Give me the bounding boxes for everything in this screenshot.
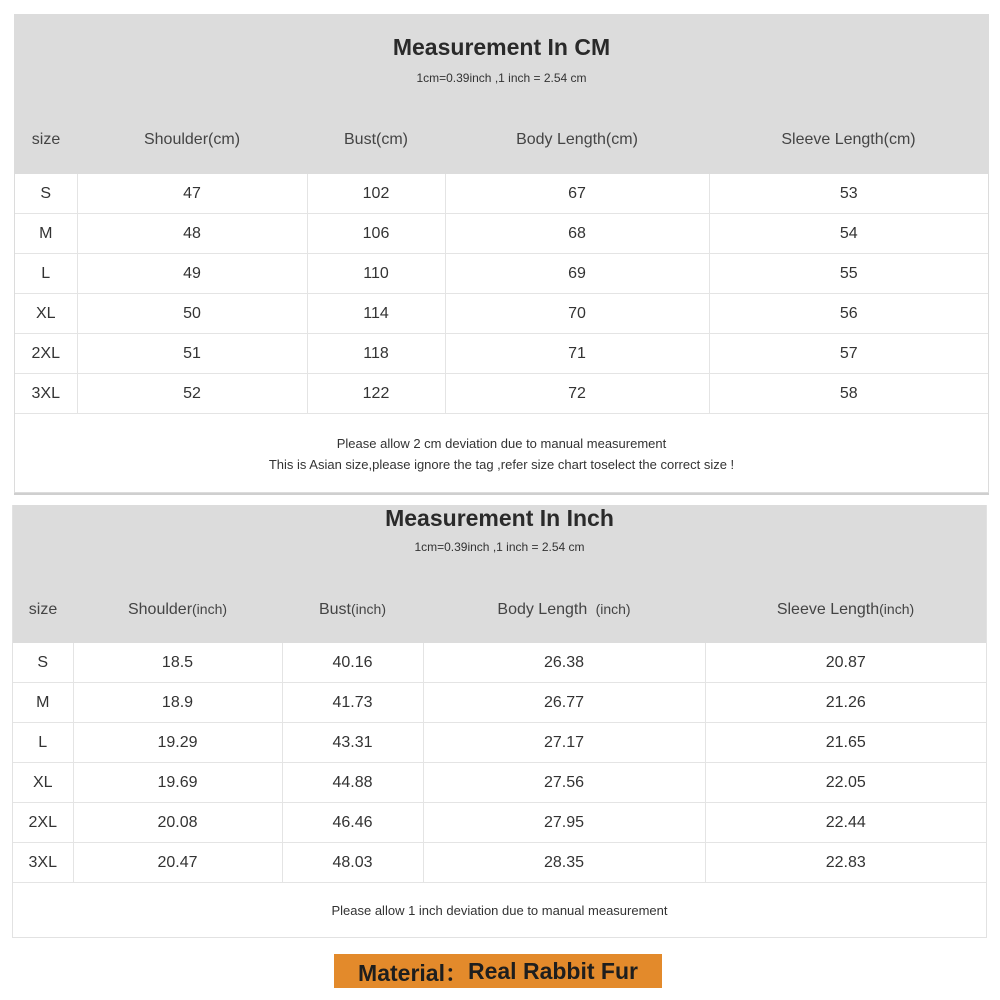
cm-size-table	[15, 174, 988, 414]
sleeve-length-cell: 20.87	[705, 643, 986, 683]
sleeve-length-cell: 53	[709, 174, 988, 214]
size-cell: 2XL	[13, 803, 73, 843]
header-label: Body Length	[497, 601, 592, 618]
column-header-sleeve-length	[705, 601, 986, 619]
table-row	[13, 643, 986, 683]
bust-cell: 44.88	[282, 763, 423, 803]
shoulder-cell: 51	[77, 334, 307, 374]
bust-cell: 48.03	[282, 843, 423, 883]
column-header-body-length: Body Length(cm)	[516, 131, 638, 148]
body-length-cell: 27.17	[423, 723, 705, 763]
table-row	[15, 214, 988, 254]
size-cell: S	[15, 174, 77, 214]
column-header-shoulder: Shoulder(cm)	[143, 131, 241, 148]
body-length-cell: 72	[445, 374, 709, 414]
table-row	[13, 803, 986, 843]
size-cell: 3XL	[13, 843, 73, 883]
shoulder-cell: 19.69	[73, 763, 282, 803]
header-label: Shoulder	[127, 601, 193, 618]
bust-cell: 43.31	[282, 723, 423, 763]
header-label: size	[28, 601, 58, 618]
shoulder-cell: 20.08	[73, 803, 282, 843]
sleeve-length-cell: 22.44	[705, 803, 986, 843]
body-length-cell: 26.77	[423, 683, 705, 723]
sleeve-length-cell: 22.83	[705, 843, 986, 883]
sleeve-length-cell: 21.65	[705, 723, 986, 763]
body-length-cell: 70	[445, 294, 709, 334]
asian-size-note: This is Asian size,please ignore the tag ,refer size chart toselect the correct size !	[268, 457, 735, 472]
column-header-size: size	[31, 131, 61, 148]
inch-chart-subtitle: 1cm=0.39inch ,1 inch = 2.54 cm	[414, 540, 585, 554]
inch-deviation-note: Please allow 1 inch deviation due to manual measurement	[331, 903, 668, 918]
cm-chart-header	[15, 14, 988, 174]
size-cell: L	[15, 254, 77, 294]
table-row	[15, 174, 988, 214]
table-row	[13, 843, 986, 883]
column-header-shoulder	[73, 601, 282, 619]
table-row	[15, 254, 988, 294]
table-row	[15, 334, 988, 374]
table-row	[13, 683, 986, 723]
size-cell: 2XL	[15, 334, 77, 374]
sleeve-length-cell: 58	[709, 374, 988, 414]
size-cell: S	[13, 643, 73, 683]
material-label: Material：	[358, 959, 468, 986]
header-unit: (inch)	[192, 601, 228, 617]
bust-cell: 102	[307, 174, 445, 214]
material-value: Real Rabbit Fur	[467, 957, 638, 984]
cm-deviation-note: Please allow 2 cm deviation due to manual measurement	[336, 436, 667, 451]
body-length-cell: 68	[445, 214, 709, 254]
shoulder-cell: 19.29	[73, 723, 282, 763]
header-label: Bust	[318, 601, 351, 618]
column-header-bust: Bust(cm)	[344, 131, 408, 148]
table-row	[15, 294, 988, 334]
inch-size-table	[13, 643, 986, 883]
bust-cell: 40.16	[282, 643, 423, 683]
header-unit: (inch)	[879, 601, 915, 617]
sleeve-length-cell: 55	[709, 254, 988, 294]
bust-cell: 46.46	[282, 803, 423, 843]
cm-size-chart	[14, 14, 989, 493]
shoulder-cell: 18.5	[73, 643, 282, 683]
table-row	[15, 374, 988, 414]
column-header-size	[13, 601, 73, 619]
header-unit: (inch)	[591, 601, 631, 617]
body-length-cell: 71	[445, 334, 709, 374]
shoulder-cell: 48	[77, 214, 307, 254]
inch-chart-title: Measurement In Inch	[385, 505, 614, 531]
inch-column-headers	[13, 595, 986, 625]
shoulder-cell: 52	[77, 374, 307, 414]
shoulder-cell: 50	[77, 294, 307, 334]
table-row	[13, 723, 986, 763]
body-length-cell: 28.35	[423, 843, 705, 883]
bust-cell: 114	[307, 294, 445, 334]
size-cell: M	[13, 683, 73, 723]
header-label: Sleeve Length	[776, 601, 880, 618]
body-length-cell: 67	[445, 174, 709, 214]
column-header-body-length	[423, 601, 705, 619]
shoulder-cell: 20.47	[73, 843, 282, 883]
bust-cell: 110	[307, 254, 445, 294]
material-banner	[334, 954, 662, 988]
shoulder-cell: 47	[77, 174, 307, 214]
shoulder-cell: 18.9	[73, 683, 282, 723]
sleeve-length-cell: 56	[709, 294, 988, 334]
body-length-cell: 27.95	[423, 803, 705, 843]
bust-cell: 41.73	[282, 683, 423, 723]
bust-cell: 122	[307, 374, 445, 414]
header-unit: (inch)	[351, 601, 387, 617]
inch-chart-header	[13, 505, 986, 643]
bust-cell: 106	[307, 214, 445, 254]
column-header-bust	[282, 601, 423, 619]
size-cell: M	[15, 214, 77, 254]
body-length-cell: 69	[445, 254, 709, 294]
sleeve-length-cell: 57	[709, 334, 988, 374]
column-header-sleeve-length: Sleeve Length(cm)	[781, 131, 916, 148]
sleeve-length-cell: 21.26	[705, 683, 986, 723]
table-row	[13, 763, 986, 803]
size-cell: XL	[15, 294, 77, 334]
size-cell: 3XL	[15, 374, 77, 414]
shoulder-cell: 49	[77, 254, 307, 294]
bust-cell: 118	[307, 334, 445, 374]
sleeve-length-cell: 22.05	[705, 763, 986, 803]
size-cell: L	[13, 723, 73, 763]
body-length-cell: 26.38	[423, 643, 705, 683]
size-cell: XL	[13, 763, 73, 803]
cm-chart-title: Measurement In CM	[392, 34, 611, 60]
cm-column-headers	[15, 125, 988, 155]
cm-chart-subtitle: 1cm=0.39inch ,1 inch = 2.54 cm	[416, 71, 587, 85]
inch-size-chart	[12, 505, 987, 938]
sleeve-length-cell: 54	[709, 214, 988, 254]
body-length-cell: 27.56	[423, 763, 705, 803]
